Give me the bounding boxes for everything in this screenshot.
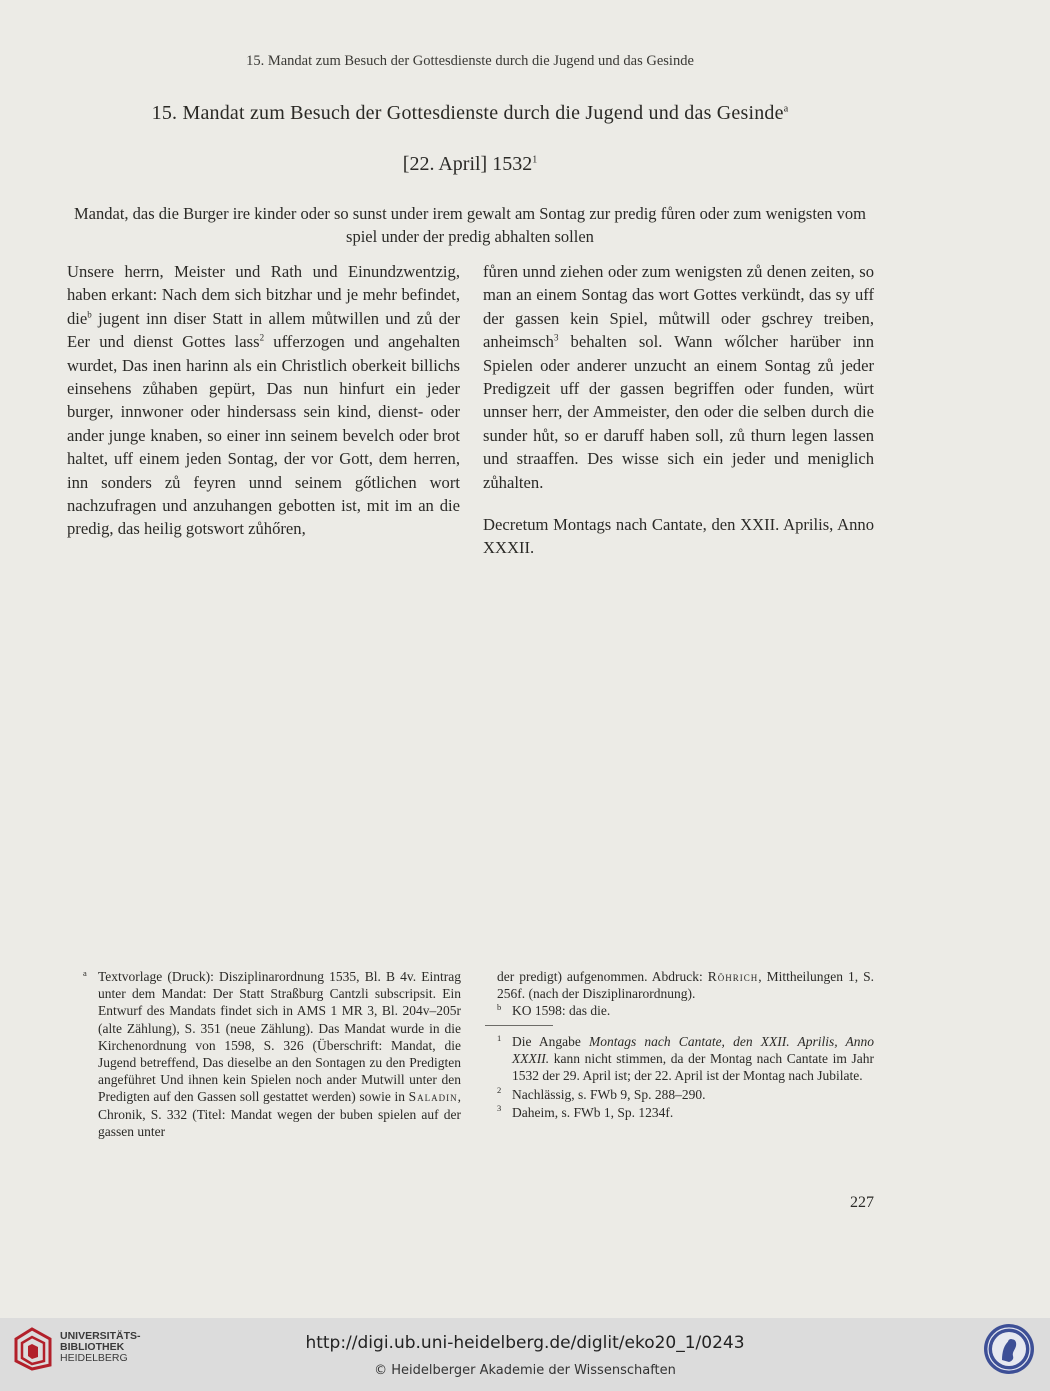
running-head: 15. Mandat zum Besuch der Gottesdienste durch die Jugend und das Gesinde <box>246 53 694 69</box>
text-run: Daheim, s. FWb 1, Sp. 1234f. <box>512 1104 674 1120</box>
author-name: Röhrich <box>707 969 759 984</box>
title-footnote-mark: a <box>783 103 789 115</box>
text-run: jugent inn diser Statt in allem můtwillen und zů der Eer und dienst Gottes lass <box>67 308 460 352</box>
text-run: , Chronik, S. 332 (Titel: Mandat wegen der buben spielen auf der gassen unter <box>98 1089 461 1139</box>
text-run: der predigt) aufgenommen. Abdruck: <box>497 969 708 984</box>
title-text: 15. Mandat zum Besuch der Gottesdienste durch die Jugend und das Gesinde <box>151 102 784 124</box>
numbered-footnotes <box>497 1033 874 1122</box>
italic-quote: Montags nach Cantate, den XXII. Aprilis, Anno XXXII. <box>512 1034 875 1067</box>
academy-seal-icon[interactable] <box>982 1322 1036 1376</box>
footnote-a-continued <box>497 968 874 1020</box>
right-paragraph <box>483 260 874 494</box>
library-name-line: UNIVERSITÄTS- <box>60 1330 141 1342</box>
text-run: Unsere herrn, Meister und Rath und Einundzwentzig, haben erkant: Nach dem sich bitzhar und je mehr befindet, die <box>67 262 460 328</box>
summary: Mandat, das die Burger ire kinder oder so sunst under irem gewalt am Sontag zur predig fůren oder zum wenigsten vom spiel under der predig abhalten sollen <box>74 204 866 246</box>
text-run: kann nicht stimmen, da der Montag nach Cantate im Jahr 1532 der 29. April ist; der 22. April ist der Montag nach Jubilate. <box>512 1051 874 1084</box>
text-run: Textvorlage (Druck): Disziplinarordnung 1535, Bl. B 4v. Eintrag unter dem Mandat: Der Statt Straßburg Cantzli subscripsit. Ein Entwurf des Mandats findet sich in AMS 1 MR 3, Bl. 204v–205r (alte Zählung), S. 351 (neue Zählung). Das Mandat wurde in die Kirchenordnung von 1598, S. 326 (Überschrift: Mandat, die Jugend betreffend, Das dieselbe an den Sontagen zu den Predigten angeführet Und ihnen kein Spielen noch ander Mutwill unter den Predigten auf den Gassen soll gestattet werden) sowie in <box>98 969 461 1105</box>
footnote-mark: b <box>87 309 92 320</box>
viewer-footer <box>0 1318 1050 1391</box>
footnote-mark: 2 <box>259 332 265 343</box>
text-run: Nachlässig, s. FWb 9, Sp. 288–290. <box>512 1086 706 1102</box>
permalink-url[interactable]: http://digi.ub.uni-heidelberg.de/diglit/eko20_1/0243 <box>305 1333 745 1353</box>
text-run: , Mittheilungen 1, S. 256f. (nach der Disziplinarordnung). <box>497 969 874 1002</box>
library-name-line: BIBLIOTHEK <box>60 1341 125 1353</box>
date-text: [22. April] 1532 <box>402 153 533 175</box>
left-paragraph <box>67 260 460 541</box>
left-column <box>67 260 460 541</box>
date-footnote-mark: 1 <box>532 154 538 166</box>
footnote-mark: 3 <box>553 332 559 343</box>
footnote-2: 2 Nachlässig, s. FWb 9, Sp. 288–290. <box>497 1085 706 1102</box>
page-number: 227 <box>850 1194 874 1211</box>
text-run: behalten sol. Wann wőlcher harüber inn Spielen oder anderer unzucht an einem Sontag zů jeder Predigzeit uff der gassen begriffen oder funden, würt unnser herr, der Ammeister, den oder die selben durch die sunder hůt, so er daruff haben soll, zů thurn legen lassen und straaffen. Des wisse sich ein jeder und meniglich zůhalten. <box>483 332 874 492</box>
text-run: KO 1598: das die. <box>512 1003 611 1019</box>
decree-paragraph: Decretum Montags nach Cantate, den XXII. Aprilis, Anno XXXII. <box>483 515 874 558</box>
footnote-1: 1 Die Angabe Montags nach Cantate, den XXII. Aprilis, Anno XXXII. kann nicht stimmen, da der Montag nach Cantate im Jahr 1532 der 29. April ist; der 22. April ist der Montag nach Jubilate. <box>497 1032 875 1084</box>
right-column <box>483 260 874 560</box>
footnote-a: a Textvorlage (Druck): Disziplinarordnung 1535, Bl. B 4v. Eintrag unter dem Mandat: Der Statt Straßburg Cantzli subscripsit. Ein Entwurf des Mandats findet sich in AMS 1 MR 3, Bl. 204v–205r (alte Zählung), S. 351 (neue Zählung). Das Mandat wurde in die Kirchenordnung von 1598, S. 326 (Überschrift: Mandat, die Jugend betreffend, Das dieselbe an den Sontagen zu den Predigten angeführet Und ihnen kein Spielen noch ander Mutwill unter den Predigten auf den Gassen soll gestattet werden) sowie in Saladin, Chronik, S. 332 (Titel: Mandat wegen der buben spielen auf der gassen unter <box>83 967 461 1139</box>
library-name-line: HEIDELBERG <box>60 1352 128 1364</box>
footnote-3: 3 Daheim, s. FWb 1, Sp. 1234f. <box>497 1103 674 1120</box>
text-run: fůren unnd ziehen oder zum wenigsten zů denen zeiten, so man an einem Sontag das wort Gottes verkündt, das sy uff der gassen kein Spiel, můtwill oder gschrey treiben, anheimsch <box>483 262 874 352</box>
document-date <box>0 153 940 176</box>
footnote-divider <box>485 1025 553 1026</box>
text-run: ufferzogen und angehalten wurdet, Das inen harinn als ein Christlich oberkeit billichs einsehens zůhaben gepürt, Das nun hinfurt ein jeder burger, innwoner oder hindersass sein kind, dienst- oder ander junge knaben, so einer inn seinem bevelch oder brot haltet, uff einem jeden Sontag, der vor Gott, dem herren, inn sonders zů feyren unnd seinem gőtlichen wort nachzufragen und anzuhangen gebotten ist, mit im an die predig, das heilig gotswort zůhőren, <box>67 332 460 539</box>
page-title <box>0 102 940 125</box>
author-name: Saladin <box>408 1089 458 1105</box>
text-run: Die Angabe <box>512 1034 590 1049</box>
footnote-b: b KO 1598: das die. <box>497 1001 611 1019</box>
copyright-notice: © Heidelberger Akademie der Wissenschaften <box>374 1363 676 1378</box>
